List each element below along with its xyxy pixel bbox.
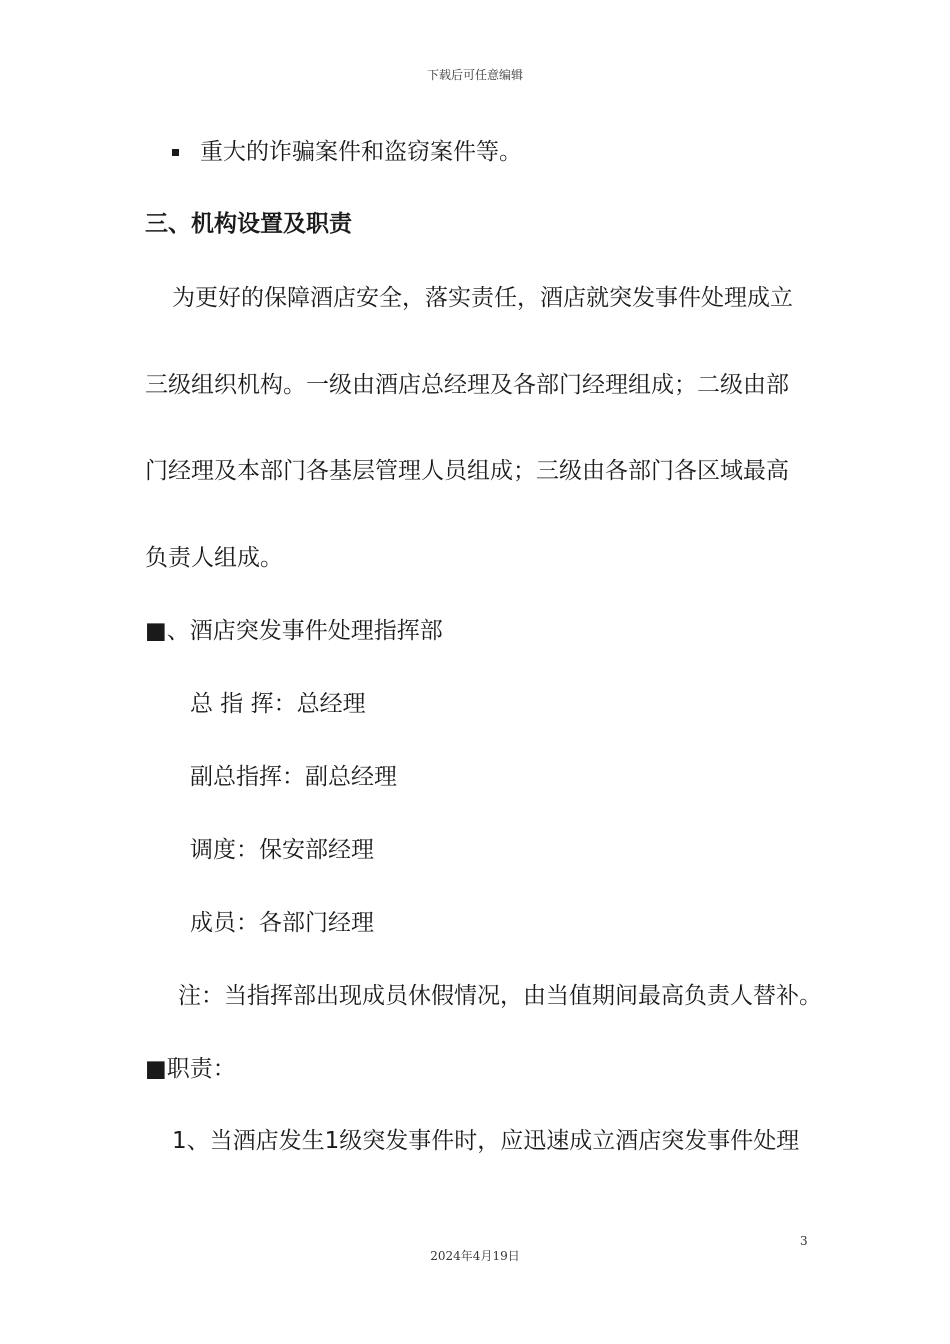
role-dispatcher: 调度：保安部经理 [190, 837, 374, 863]
paragraph-line-3: 门经理及本部门各基层管理人员组成；三级由各部门各区域最高 [145, 458, 789, 484]
role-members: 成员：各部门经理 [190, 910, 374, 936]
bullet-square-icon [172, 149, 179, 156]
page-number: 3 [800, 1234, 808, 1248]
paragraph-line-4: 负责人组成。 [145, 545, 283, 571]
duty-heading: ■职责： [145, 1056, 236, 1082]
role-deputy-commander: 副总指挥：副总经理 [190, 764, 397, 790]
paragraph-line-1: 为更好的保障酒店安全，落实责任，酒店就突发事件处理成立 [172, 285, 793, 311]
page-header-note: 下载后可任意编辑 [426, 68, 523, 82]
duty-item-1: 1、当酒店发生1级突发事件时，应迅速成立酒店突发事件处理 [172, 1128, 800, 1154]
bullet-item-text: 重大的诈骗案件和盗窃案件等。 [200, 139, 522, 165]
section-heading: 三、机构设置及职责 [145, 211, 352, 237]
footer-date: 2024年4月19日 [430, 1249, 520, 1263]
paragraph-line-2: 三级组织机构。一级由酒店总经理及各部门经理组成；二级由部 [145, 372, 789, 398]
command-heading: ■、酒店突发事件处理指挥部 [145, 618, 443, 644]
note-line: 注：当指挥部出现成员休假情况，由当值期间最高负责人替补。 [178, 983, 822, 1009]
role-commander: 总 指 挥：总经理 [190, 691, 366, 717]
